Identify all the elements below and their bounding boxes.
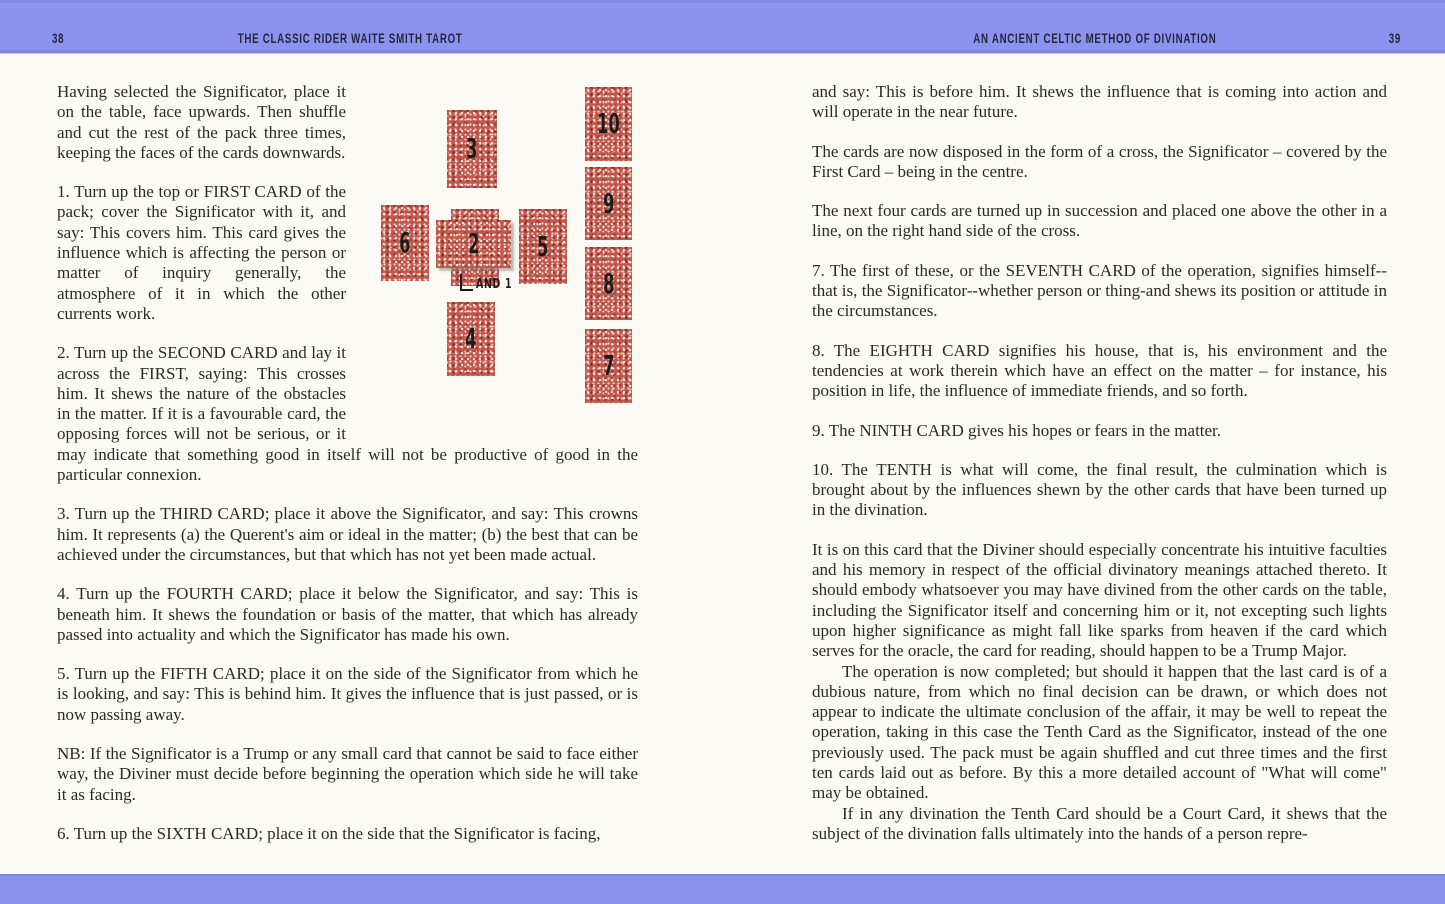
paragraph-step-6: 6. Turn up the SIXTH CARD; place it on the side that the Significator is facing, — [57, 823, 601, 843]
paragraph-step-2: 2. Turn up the SECOND CARD and lay it across the FIRST, saying: This crosses him. It shews the nature of the obstacles in the matter. If it is a favourable card, the opposing forces will not be serious, or it may indicate that something good in itself will not be productive of good in the particular connexion. — [57, 343, 638, 485]
right-page-body — [812, 82, 1387, 844]
left-page-number-text: 38 — [52, 31, 65, 46]
tarot-card-back-3 — [447, 110, 497, 188]
card-10-number: 10 — [597, 107, 620, 140]
paragraph-step-5: 5. Turn up the FIFTH CARD; place it on the side of the Significator from which he is looking, and say: This is behind him. It gives the influence that is just passed, or is now passing away. — [57, 664, 638, 724]
left-running-title-text: THE CLASSIC RIDER WAITE SMITH TAROT — [237, 31, 463, 46]
card-6-number: 6 — [399, 226, 411, 259]
paragraph-step-7: 7. The first of these, or the SEVENTH CARD of the operation, signifies himself--that is, the Significator--whether person or thing-and shews its position or attitude in the circumstances. — [812, 260, 1387, 321]
paragraph-court-card: If in any divination the Tenth Card should be a Court Card, it shews that the subject of the divination falls ultimately into the hands of a person repre- — [812, 803, 1387, 843]
left-running-title — [0, 31, 700, 46]
paragraph-step-6-continued: and say: This is before him. It shews the influence that is coming into action and will operate in the near future. — [812, 82, 1387, 122]
card-3-number: 3 — [466, 132, 478, 165]
tarot-card-back-4 — [447, 302, 495, 376]
paragraph-diviner-concentrate: It is on this card that the Diviner should especially concentrate his intuitive faculties and his memory in respect of the official divinatory meanings attached thereto. It should embody whatsoever you may have divined from the other cards on the table, including the Significator itself and concerning him or it, not excepting such lights upon higher significance as might fall like sparks from heaven if the card which serves for the oracle, the card for reading, should happen to be a Trump Major. — [812, 539, 1387, 661]
card-5-number: 5 — [537, 229, 549, 263]
right-page-number-text: 39 — [1388, 31, 1401, 46]
paragraph-step-3: 3. Turn up the THIRD CARD; place it above the Significator, and say: This crowns him. It represents (a) the Querent's aim or ideal in the matter; (b) the best that can be achieved under the circumstances, but that which has not yet been made actual. — [57, 504, 638, 564]
tarot-card-back-10 — [585, 87, 632, 161]
paragraph-cross-disposed: The cards are now disposed in the form of a cross, the Significator – covered by the First Card – being in the centre. — [812, 141, 1387, 181]
and-1-callout — [460, 274, 526, 291]
paragraph-intro: Having selected the Significator, place it on the table, face upwards. Then shuffle and cut the rest of the pack three times, keeping the faces of the cards downwards. — [57, 82, 346, 162]
tarot-card-back-6 — [381, 205, 429, 281]
tarot-card-back-8 — [585, 247, 632, 320]
right-page-number — [1384, 31, 1401, 46]
celtic-cross-diagram — [374, 82, 638, 426]
card-9-number: 9 — [602, 186, 615, 220]
paragraph-nb-note: NB: If the Significator is a Trump or any small card that cannot be said to face either way, the Diviner must decide before beginning the operation which side he will take it as facing. — [57, 744, 638, 804]
right-running-title — [745, 31, 1445, 46]
tarot-card-back-7 — [585, 329, 632, 403]
paragraph-operation-completed: The operation is now completed; but should it happen that the last card is of a dubious nature, from which no final decision can be drawn, or which does not appear to indicate the ultimate conclusion of the affair, it may be well to repeat the operation, taking in this case the Tenth Card as the Significator, instead of the one previously used. The pack must be again shuffled and cut three times and the first ten cards laid out as before. By this a more detailed account of "What will come" may be obtained. — [812, 661, 1387, 803]
card-2-number: 2 — [467, 227, 480, 260]
page-header-band — [0, 0, 1445, 53]
right-running-title-text: AN ANCIENT CELTIC METHOD OF DIVINATION — [973, 31, 1217, 46]
page-footer-band — [0, 874, 1445, 904]
tarot-card-back-2-crossing — [436, 220, 511, 268]
tarot-card-back-9 — [585, 167, 632, 240]
tarot-card-back-5 — [519, 209, 567, 284]
left-page-body — [57, 82, 638, 863]
paragraph-step-8: 8. The EIGHTH CARD signifies his house, that is, his environment and the tendencies at work therein which have an effect on the matter – for instance, his position in life, the influence of immediate friends, and so forth. — [812, 340, 1387, 401]
card-4-number: 4 — [465, 322, 477, 355]
and-1-label: AND 1 — [476, 276, 513, 292]
bracket-icon — [460, 274, 473, 291]
paragraph-next-four-cards: The next four cards are turned up in succession and placed one above the other in a line, on the right hand side of the cross. — [812, 201, 1387, 241]
paragraph-step-4: 4. Turn up the FOURTH CARD; place it below the Significator, and say: This is beneath him. It shews the foundation or basis of the matter, that which has already passed into actuality and which the Significator has made his own. — [57, 584, 638, 644]
card-8-number: 8 — [602, 266, 615, 300]
paragraph-step-10: 10. The TENTH is what will come, the final result, the culmination which is brought about by the influences shewn by the other cards that have been turned up in the divination. — [812, 459, 1387, 520]
paragraph-step-1: 1. Turn up the top or FIRST CARD of the pack; cover the Significator with it, and say: This covers him. This card gives the influence which is affecting the person or matter of inquiry generally, the atmosphere of it in which the other currents work. — [57, 182, 346, 323]
paragraph-step-9: 9. The NINTH CARD gives his hopes or fears in the matter. — [812, 420, 1222, 440]
card-7-number: 7 — [602, 349, 615, 382]
